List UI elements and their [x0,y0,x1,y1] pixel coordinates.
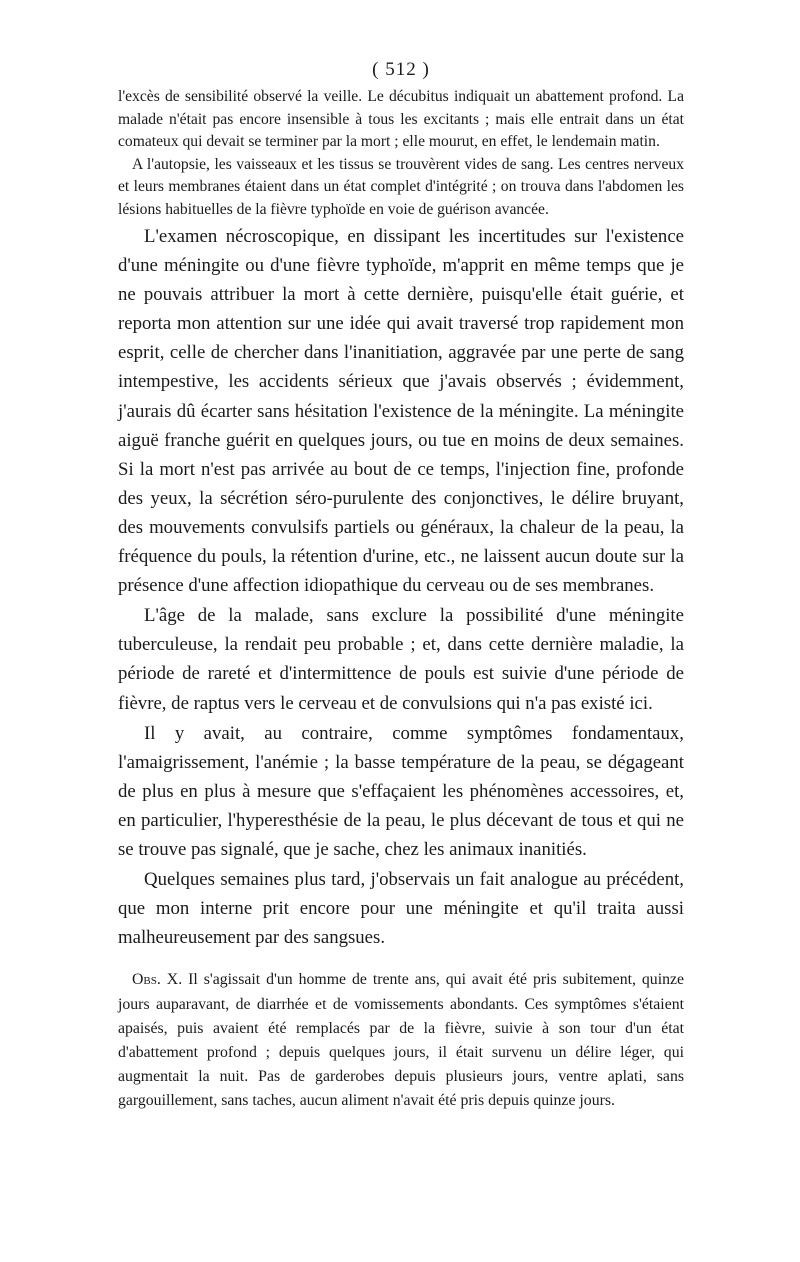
observation-label: Obs. X. [132,971,183,989]
discussion-paragraph-analogous-case: Quelques semaines plus tard, j'observais un fait analogue au précédent, que mon interne prit encore pour une méningite et qu'il traita aussi malheureusement par des sangsues. [118,869,684,949]
discussion-paragraph-necroscopy: L'examen nécroscopique, en dissipant les incertitudes sur l'existence d'une méningite ou d'une fièvre typhoïde, m'apprit en même temps que je ne pouvais attribuer la mort à cette dernière, puisqu'elle était guérie, et reporta mon attention sur une idée qui avait traversé trop rapidement mon esprit, celle de chercher dans l'inanitiation, aggravée par une perte de sang intempestive, les accidents sérieux que j'avais observés ; évidemment, j'aurais dû écarter sans hésitation l'existence de la méningite. La méningite aiguë franche guérit en quelques jours, ou tue en moins de deux semaines. Si la mort n'est pas arrivée au bout de ce temps, l'injection fine, profonde des yeux, la sécrétion séro-purulente des conjonctives, le délire bruyant, des mouvements convulsifs partiels ou généraux, la chaleur de la peau, la fréquence du pouls, la rétention d'urine, etc., ne laissent aucun doute sur la présence d'une affection idiopathique du cerveau ou de ses membranes. [118,226,684,597]
page-number: ( 512 ) [372,59,430,80]
autopsy-paragraph: A l'autopsie, les vaisseaux et les tissus se trouvèrent vides de sang. Les centres nerveux et leurs membranes étaient dans un état complet d'intégrité ; on trouva dans l'abdomen les lésions habituelles de la fièvre typhoïde en voie de guérison avancée. [118,155,684,218]
discussion-paragraph-symptoms: Il y avait, au contraire, comme symptômes fondamentaux, l'amaigrissement, l'anémie ; la basse température de la peau, se dégageant de plus en plus à mesure que s'effaçaient les phénomènes accessoires, et, en particulier, l'hyperesthésie de la peau, le plus décevant de tous et qui ne se trouve pas signalé, que je sache, chez les animaux inanitiés. [118,722,684,860]
observation-text: Il s'agissait d'un homme de trente ans, qui avait été pris subitement, quinze jours auparavant, de diarrhée et de vomissements abondants. Ces symptômes s'étaient apaisés, puis avaient été remplacés par de la fièvre, suivie à son tour d'un état d'abattement profond ; depuis quelques jours, il était survenu un délire léger, qui augmentait la nuit. Pas de garderobes depuis plusieurs jours, ventre aplati, sans gargouillement, sans taches, aucun aliment n'avait été pris depuis quinze jours. [118,971,685,1110]
case-ending-section [118,86,684,221]
observation-section [118,968,684,1113]
case-ending-paragraph: l'excès de sensibilité observé la veille. Le décubitus indiquait un abattement profond. La malade n'était pas encore insensible à tous les excitants ; mais elle entrait dans un état comateux qui devait se terminer par la mort ; elle mourut, en effet, le lendemain matin. [118,88,684,150]
book-page [118,58,684,1114]
discussion-section [118,222,684,952]
observation-paragraph [118,968,684,1113]
discussion-paragraph-age: L'âge de la malade, sans exclure la possibilité d'une méningite tuberculeuse, la rendait peu probable ; et, dans cette dernière maladie, la période de rareté et d'intermittence de pouls est suivie d'une période de fièvre, de raptus vers le cerveau et de convulsions qui n'a pas existé ici. [118,605,684,714]
